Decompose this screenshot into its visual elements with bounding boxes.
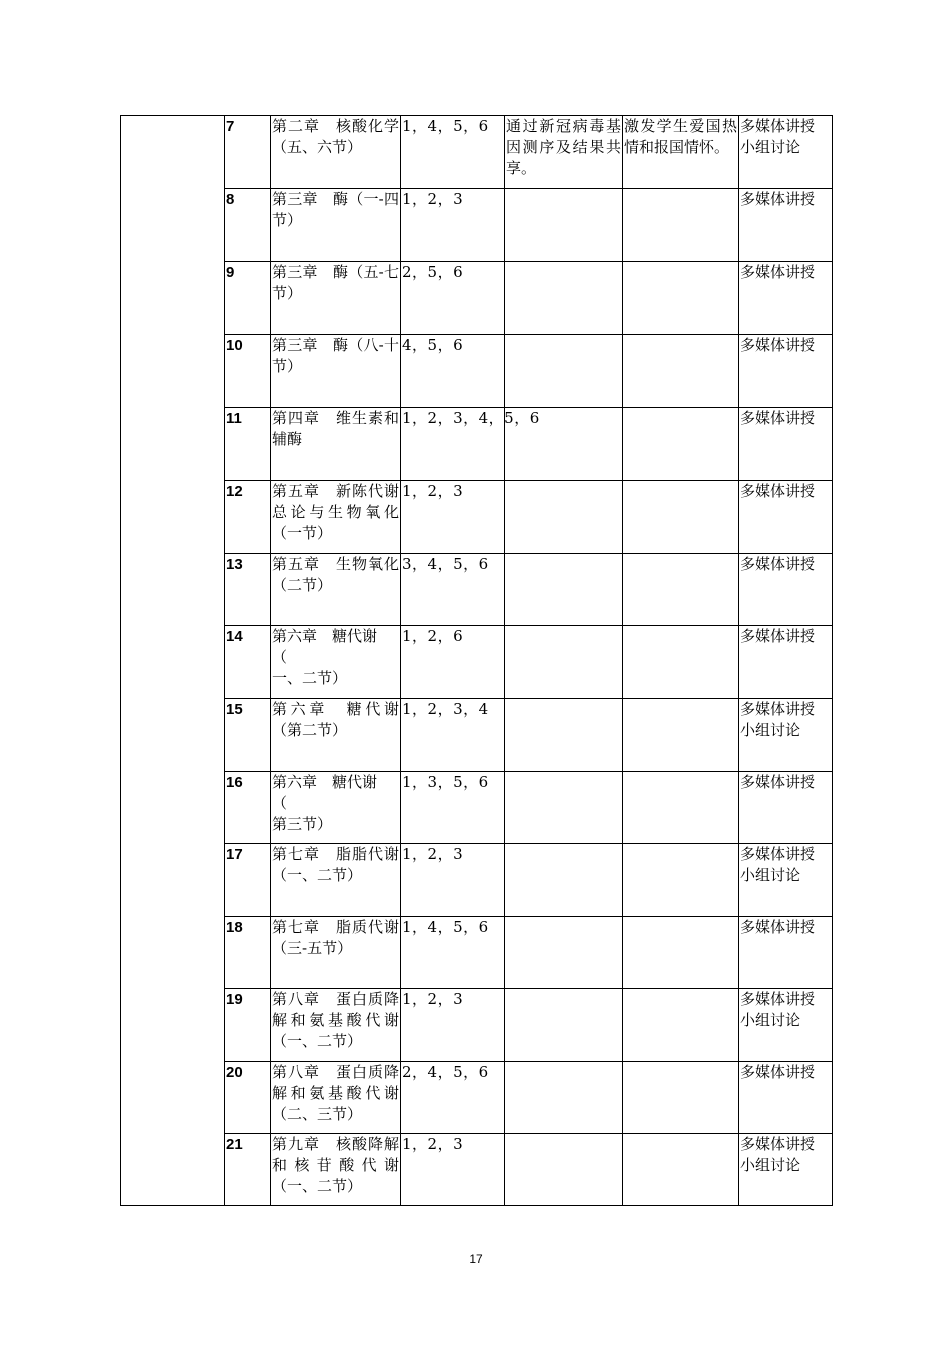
ideology-case-cell: 通过新冠病毒基因测序及结果共享。 [505, 116, 623, 189]
key-points-cell: 3，4，5，6 [401, 554, 505, 626]
key-points-cell: 1，2，6 [401, 626, 505, 699]
week-number-cell: 20 [225, 1062, 271, 1134]
ideology-goal-cell [623, 772, 739, 844]
table-row [121, 408, 833, 481]
ideology-case-cell [505, 626, 623, 699]
table-row [121, 481, 833, 554]
ideology-goal-cell [623, 408, 739, 481]
teaching-method-cell: 多媒体讲授 [739, 1062, 833, 1134]
topic-cell: 第五章 生物氧化（二节） [271, 554, 401, 626]
topic-cell: 第三章 酶（五-七节） [271, 262, 401, 335]
topic-cell: 第三章 酶（一-四节） [271, 189, 401, 262]
ideology-goal-cell [623, 917, 739, 989]
key-points-cell: 1，4，5，6 [401, 917, 505, 989]
ideology-case-cell [505, 917, 623, 989]
topic-cell: 第三章 酶（八-十节） [271, 335, 401, 408]
key-points-cell: 1，2，3 [401, 989, 505, 1062]
teaching-method-cell: 多媒体讲授 [739, 481, 833, 554]
table-row [121, 1062, 833, 1134]
ideology-goal-cell [623, 844, 739, 917]
ideology-goal-cell [623, 262, 739, 335]
topic-cell: 第八章 蛋白质降解和氨基酸代谢（一、二节） [271, 989, 401, 1062]
table-row [121, 772, 833, 844]
page-number: 17 [469, 1252, 483, 1266]
table-row [121, 989, 833, 1062]
key-points-cell: 1，2，3 [401, 844, 505, 917]
week-number-cell: 17 [225, 844, 271, 917]
topic-cell: 第九章 核酸降解和核苷酸代谢（一、二节） [271, 1134, 401, 1206]
key-points-cell: 1，3，5，6 [401, 772, 505, 844]
merged-category-cell [121, 116, 225, 1206]
ideology-case-cell [505, 189, 623, 262]
table-row [121, 917, 833, 989]
teaching-method-cell: 多媒体讲授 [739, 189, 833, 262]
key-points-cell: 2，5，6 [401, 262, 505, 335]
topic-cell: 第二章 核酸化学（五、六节） [271, 116, 401, 189]
key-points-cell: 1，2，3 [401, 1134, 505, 1206]
key-points-cell: 1，2，3，4，5，6 [401, 408, 505, 481]
ideology-case-cell [505, 1134, 623, 1206]
ideology-goal-cell [623, 1062, 739, 1134]
table-row [121, 1134, 833, 1206]
ideology-case-cell [505, 699, 623, 772]
teaching-method-cell: 多媒体讲授 小组讨论 [739, 1134, 833, 1206]
ideology-case-cell [505, 772, 623, 844]
week-number-cell: 9 [225, 262, 271, 335]
ideology-goal-cell [623, 1134, 739, 1206]
week-number-cell: 13 [225, 554, 271, 626]
key-points-cell: 1，4，5，6 [401, 116, 505, 189]
table-row [121, 335, 833, 408]
table-row [121, 844, 833, 917]
teaching-method-cell: 多媒体讲授 [739, 262, 833, 335]
week-number-cell: 19 [225, 989, 271, 1062]
ideology-case-cell [505, 989, 623, 1062]
teaching-method-cell: 多媒体讲授 [739, 626, 833, 699]
ideology-goal-cell [623, 481, 739, 554]
teaching-method-cell: 多媒体讲授 [739, 917, 833, 989]
ideology-goal-cell [623, 189, 739, 262]
schedule-body [121, 116, 833, 1206]
ideology-goal-cell [623, 626, 739, 699]
teaching-method-cell: 多媒体讲授 [739, 772, 833, 844]
ideology-case-cell [505, 554, 623, 626]
ideology-goal-cell [623, 699, 739, 772]
table-row [121, 554, 833, 626]
ideology-case-cell [505, 844, 623, 917]
topic-cell: 第七章 脂脂代谢（一、二节） [271, 844, 401, 917]
teaching-method-cell: 多媒体讲授 小组讨论 [739, 989, 833, 1062]
key-points-cell: 1，2，3，4 [401, 699, 505, 772]
ideology-goal-cell [623, 554, 739, 626]
teaching-method-cell: 多媒体讲授 小组讨论 [739, 699, 833, 772]
topic-cell: 第五章 新陈代谢总论与生物氧化（一节） [271, 481, 401, 554]
week-number-cell: 14 [225, 626, 271, 699]
week-number-cell: 21 [225, 1134, 271, 1206]
key-points-cell: 1，2，3 [401, 481, 505, 554]
key-points-cell: 4，5，6 [401, 335, 505, 408]
ideology-case-cell [505, 1062, 623, 1134]
ideology-goal-cell [623, 335, 739, 408]
ideology-case-cell [505, 335, 623, 408]
week-number-cell: 7 [225, 116, 271, 189]
topic-cell: 第六章 糖代谢 （ 一、二节） [271, 626, 401, 699]
table-row [121, 262, 833, 335]
teaching-method-cell: 多媒体讲授 小组讨论 [739, 844, 833, 917]
topic-cell: 第七章 脂质代谢（三-五节） [271, 917, 401, 989]
week-number-cell: 8 [225, 189, 271, 262]
ideology-case-cell [505, 481, 623, 554]
teaching-method-cell: 多媒体讲授 [739, 408, 833, 481]
week-number-cell: 11 [225, 408, 271, 481]
topic-cell: 第六章 糖代谢 （ 第三节） [271, 772, 401, 844]
schedule-table [120, 115, 833, 1206]
key-points-cell: 2，4，5，6 [401, 1062, 505, 1134]
topic-cell: 第六章 糖代谢（第二节） [271, 699, 401, 772]
teaching-method-cell: 多媒体讲授 [739, 554, 833, 626]
week-number-cell: 16 [225, 772, 271, 844]
ideology-goal-cell [623, 989, 739, 1062]
teaching-method-cell: 多媒体讲授 小组讨论 [739, 116, 833, 189]
week-number-cell: 18 [225, 917, 271, 989]
teaching-method-cell: 多媒体讲授 [739, 335, 833, 408]
table-row [121, 626, 833, 699]
key-points-cell: 1，2，3 [401, 189, 505, 262]
table-row [121, 189, 833, 262]
ideology-goal-cell: 激发学生爱国热情和报国情怀。 [623, 116, 739, 189]
topic-cell: 第四章 维生素和辅酶 [271, 408, 401, 481]
week-number-cell: 15 [225, 699, 271, 772]
table-row [121, 699, 833, 772]
week-number-cell: 12 [225, 481, 271, 554]
table-row [121, 116, 833, 189]
week-number-cell: 10 [225, 335, 271, 408]
ideology-case-cell [505, 262, 623, 335]
topic-cell: 第八章 蛋白质降解和氨基酸代谢（二、三节） [271, 1062, 401, 1134]
